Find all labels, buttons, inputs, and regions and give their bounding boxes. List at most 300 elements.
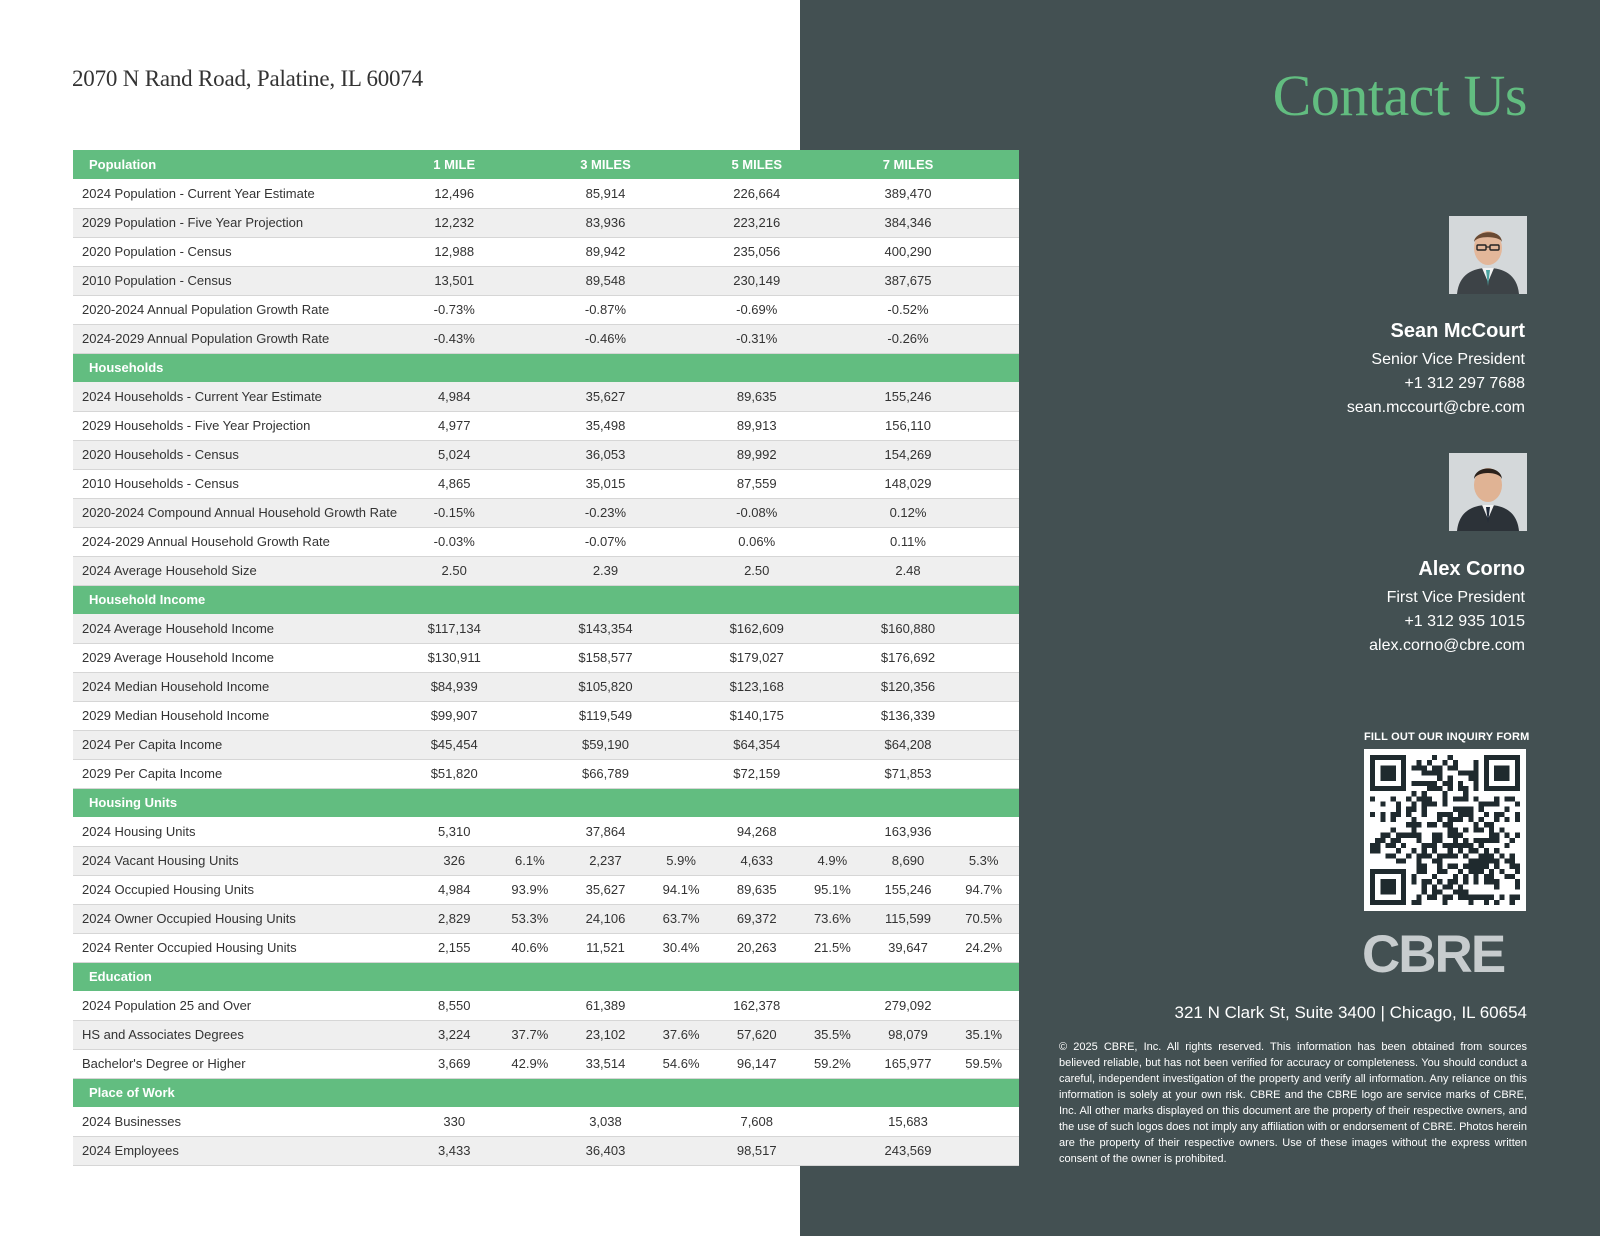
qr-module	[1437, 776, 1442, 781]
value-cell: 3,224	[414, 1020, 495, 1049]
value-cell: -0.08%	[716, 498, 797, 527]
percent-cell: 37.6%	[646, 1020, 717, 1049]
value-cell: $117,134	[414, 614, 495, 643]
qr-module	[1401, 879, 1406, 884]
section-header	[73, 962, 1019, 991]
qr-module	[1489, 822, 1494, 827]
table-row	[73, 411, 1019, 440]
qr-module	[1401, 776, 1406, 781]
qr-module	[1510, 900, 1515, 905]
qr-module	[1484, 776, 1489, 781]
qr-module	[1515, 760, 1520, 765]
contact-role: First Vice President	[1386, 589, 1525, 606]
qr-module	[1453, 874, 1458, 879]
value-cell: $84,939	[414, 672, 495, 701]
percent-cell: 94.7%	[948, 875, 1019, 904]
qr-module	[1448, 879, 1453, 884]
qr-module	[1448, 848, 1453, 853]
value-cell: 24,106	[565, 904, 646, 933]
qr-module	[1442, 781, 1447, 786]
percent-cell	[646, 498, 717, 527]
row-label: 2029 Median Household Income	[73, 701, 414, 730]
section-header-cell	[797, 1078, 868, 1107]
qr-module	[1473, 838, 1478, 843]
percent-cell	[797, 817, 868, 846]
qr-module	[1386, 771, 1391, 776]
qr-module	[1453, 838, 1458, 843]
percent-cell	[797, 266, 868, 295]
percent-cell	[948, 1107, 1019, 1136]
value-cell: 400,290	[868, 237, 949, 266]
qr-module	[1391, 817, 1396, 822]
qr-module	[1515, 817, 1520, 822]
section-header-cell	[495, 788, 566, 817]
value-cell: $66,789	[565, 759, 646, 788]
qr-module	[1453, 833, 1458, 838]
qr-module	[1473, 895, 1478, 900]
qr-module	[1396, 833, 1401, 838]
qr-module	[1504, 858, 1509, 863]
qr-module	[1401, 900, 1406, 905]
value-cell: 98,517	[716, 1136, 797, 1165]
qr-module	[1484, 771, 1489, 776]
percent-cell	[797, 759, 868, 788]
percent-cell	[797, 440, 868, 469]
qr-module	[1396, 848, 1401, 853]
percent-cell	[948, 556, 1019, 585]
qr-module	[1375, 838, 1380, 843]
qr-module	[1510, 895, 1515, 900]
qr-module	[1504, 776, 1509, 781]
section-header-cell	[948, 150, 1019, 179]
qr-module	[1479, 838, 1484, 843]
qr-module	[1370, 760, 1375, 765]
qr-module	[1484, 848, 1489, 853]
qr-module	[1473, 781, 1478, 786]
value-cell: -0.15%	[414, 498, 495, 527]
demographics-table	[73, 150, 1019, 1166]
section-header-cell	[414, 962, 495, 991]
percent-cell	[646, 556, 717, 585]
value-cell: $130,911	[414, 643, 495, 672]
qr-module	[1370, 786, 1375, 791]
percent-cell	[948, 179, 1019, 208]
percent-cell	[495, 556, 566, 585]
qr-module	[1396, 869, 1401, 874]
value-cell: 0.12%	[868, 498, 949, 527]
qr-module	[1515, 786, 1520, 791]
qr-module	[1494, 833, 1499, 838]
qr-module	[1432, 755, 1437, 760]
section-header-cell	[414, 353, 495, 382]
qr-module	[1489, 869, 1494, 874]
qr-module	[1463, 879, 1468, 884]
qr-module	[1437, 838, 1442, 843]
qr-module	[1437, 812, 1442, 817]
qr-module	[1386, 786, 1391, 791]
percent-cell	[797, 991, 868, 1020]
value-cell: 12,988	[414, 237, 495, 266]
value-cell: 35,015	[565, 469, 646, 498]
qr-module	[1401, 858, 1406, 863]
column-header: 7 MILES	[868, 150, 949, 179]
qr-module	[1448, 827, 1453, 832]
section-header-cell	[646, 585, 717, 614]
column-header: 5 MILES	[716, 150, 797, 179]
qr-module	[1515, 864, 1520, 869]
qr-module	[1380, 884, 1385, 889]
percent-cell: 42.9%	[495, 1049, 566, 1078]
qr-module	[1411, 807, 1416, 812]
qr-module	[1442, 812, 1447, 817]
qr-module	[1406, 796, 1411, 801]
qr-module	[1432, 895, 1437, 900]
qr-module	[1499, 776, 1504, 781]
percent-cell	[646, 730, 717, 759]
value-cell: 89,992	[716, 440, 797, 469]
qr-module	[1391, 889, 1396, 894]
qr-module	[1370, 874, 1375, 879]
section-title: Household Income	[73, 585, 414, 614]
qr-module	[1386, 879, 1391, 884]
table-row	[73, 1136, 1019, 1165]
qr-module	[1453, 889, 1458, 894]
qr-module	[1406, 853, 1411, 858]
qr-module	[1468, 900, 1473, 905]
percent-cell: 54.6%	[646, 1049, 717, 1078]
value-cell: 155,246	[868, 382, 949, 411]
percent-cell	[948, 991, 1019, 1020]
qr-module	[1468, 864, 1473, 869]
section-header	[73, 1078, 1019, 1107]
qr-module	[1468, 807, 1473, 812]
qr-module	[1458, 796, 1463, 801]
qr-module	[1489, 786, 1494, 791]
qr-module	[1479, 807, 1484, 812]
qr-module	[1515, 884, 1520, 889]
percent-cell	[797, 1107, 868, 1136]
section-header	[73, 150, 1019, 179]
qr-module	[1442, 760, 1447, 765]
percent-cell	[495, 208, 566, 237]
qr-module	[1510, 864, 1515, 869]
qr-module	[1417, 833, 1422, 838]
qr-module	[1515, 776, 1520, 781]
row-label: 2024 Renter Occupied Housing Units	[73, 933, 414, 962]
qr-module	[1380, 817, 1385, 822]
qr-module	[1401, 869, 1406, 874]
section-header-cell	[868, 962, 949, 991]
value-cell: 4,984	[414, 875, 495, 904]
value-cell: 61,389	[565, 991, 646, 1020]
qr-module	[1417, 858, 1422, 863]
qr-module	[1375, 786, 1380, 791]
value-cell: $120,356	[868, 672, 949, 701]
qr-module	[1499, 853, 1504, 858]
percent-cell: 37.7%	[495, 1020, 566, 1049]
percent-cell	[646, 527, 717, 556]
table-row	[73, 904, 1019, 933]
qr-module	[1442, 791, 1447, 796]
value-cell: 4,977	[414, 411, 495, 440]
table-row	[73, 875, 1019, 904]
percent-cell: 95.1%	[797, 875, 868, 904]
qr-module	[1386, 884, 1391, 889]
section-header-cell	[414, 585, 495, 614]
qr-module	[1380, 833, 1385, 838]
row-label: 2029 Households - Five Year Projection	[73, 411, 414, 440]
section-header-cell	[414, 788, 495, 817]
qr-module	[1406, 807, 1411, 812]
qr-module	[1479, 895, 1484, 900]
value-cell: 226,664	[716, 179, 797, 208]
qr-module	[1479, 858, 1484, 863]
qr-module	[1401, 760, 1406, 765]
value-cell: 20,263	[716, 933, 797, 962]
row-label: 2020 Households - Census	[73, 440, 414, 469]
qr-module	[1504, 796, 1509, 801]
percent-cell	[495, 672, 566, 701]
qr-module	[1422, 869, 1427, 874]
table-row	[73, 1107, 1019, 1136]
qr-module	[1417, 864, 1422, 869]
value-cell: 2,237	[565, 846, 646, 875]
qr-module	[1510, 796, 1515, 801]
table-row	[73, 672, 1019, 701]
qr-module	[1484, 765, 1489, 770]
qr-module	[1499, 869, 1504, 874]
percent-cell	[797, 701, 868, 730]
percent-cell	[646, 701, 717, 730]
row-label: 2024 Occupied Housing Units	[73, 875, 414, 904]
qr-module	[1468, 843, 1473, 848]
row-label: 2020 Population - Census	[73, 237, 414, 266]
qr-module	[1411, 791, 1416, 796]
qr-module	[1401, 755, 1406, 760]
qr-module	[1458, 869, 1463, 874]
qr-module	[1484, 781, 1489, 786]
section-header-cell	[948, 788, 1019, 817]
percent-cell	[495, 701, 566, 730]
qr-module	[1427, 843, 1432, 848]
qr-module	[1417, 781, 1422, 786]
value-cell: -0.73%	[414, 295, 495, 324]
qr-module	[1448, 765, 1453, 770]
qr-module	[1479, 869, 1484, 874]
qr-module	[1417, 853, 1422, 858]
qr-module	[1417, 760, 1422, 765]
value-cell: $176,692	[868, 643, 949, 672]
qr-module	[1453, 879, 1458, 884]
percent-cell	[948, 382, 1019, 411]
qr-module	[1473, 765, 1478, 770]
percent-cell	[495, 759, 566, 788]
section-header-cell	[868, 788, 949, 817]
qr-module	[1463, 771, 1468, 776]
qr-module	[1391, 838, 1396, 843]
section-header-cell	[495, 150, 566, 179]
qr-module	[1370, 848, 1375, 853]
qr-module	[1479, 853, 1484, 858]
value-cell: 156,110	[868, 411, 949, 440]
percent-cell	[646, 759, 717, 788]
contact-email[interactable]: alex.corno@cbre.com	[1369, 637, 1525, 654]
percent-cell	[495, 498, 566, 527]
qr-module	[1396, 900, 1401, 905]
qr-module	[1417, 895, 1422, 900]
qr-module	[1401, 884, 1406, 889]
qr-module	[1437, 786, 1442, 791]
qr-module	[1468, 771, 1473, 776]
qr-module	[1442, 796, 1447, 801]
section-header-cell	[646, 150, 717, 179]
qr-module	[1494, 812, 1499, 817]
qr-module	[1437, 833, 1442, 838]
qr-module	[1406, 822, 1411, 827]
section-header-cell	[565, 962, 646, 991]
qr-module	[1386, 843, 1391, 848]
contact-email[interactable]: sean.mccourt@cbre.com	[1346, 399, 1525, 416]
qr-module	[1453, 796, 1458, 801]
percent-cell	[495, 527, 566, 556]
percent-cell	[948, 411, 1019, 440]
qr-module	[1437, 864, 1442, 869]
value-cell: 389,470	[868, 179, 949, 208]
percent-cell	[948, 1136, 1019, 1165]
table-row	[73, 614, 1019, 643]
qr-module	[1453, 807, 1458, 812]
section-header-cell	[565, 1078, 646, 1107]
qr-module	[1458, 771, 1463, 776]
section-header-cell	[646, 353, 717, 382]
table-row	[73, 208, 1019, 237]
value-cell: $160,880	[868, 614, 949, 643]
qr-module	[1448, 895, 1453, 900]
percent-cell	[948, 730, 1019, 759]
qr-module	[1437, 879, 1442, 884]
qr-module	[1406, 833, 1411, 838]
section-title: Population	[73, 150, 414, 179]
property-address: 2070 N Rand Road, Palatine, IL 60074	[72, 66, 423, 91]
qr-module	[1458, 812, 1463, 817]
qr-module	[1422, 791, 1427, 796]
qr-module	[1411, 822, 1416, 827]
qr-module	[1468, 869, 1473, 874]
qr-module	[1473, 848, 1478, 853]
section-header-cell	[797, 150, 868, 179]
qr-module	[1479, 827, 1484, 832]
section-header-cell	[797, 788, 868, 817]
qr-module	[1463, 827, 1468, 832]
row-label: 2024 Average Household Income	[73, 614, 414, 643]
percent-cell: 30.4%	[646, 933, 717, 962]
qr-module	[1448, 812, 1453, 817]
value-cell: $64,208	[868, 730, 949, 759]
column-header: 1 MILE	[414, 150, 495, 179]
qr-code-icon	[1370, 755, 1520, 905]
inquiry-qr-code[interactable]	[1364, 749, 1526, 911]
qr-module	[1375, 900, 1380, 905]
alex-corno-photo	[1449, 453, 1527, 531]
qr-module	[1448, 786, 1453, 791]
qr-module	[1494, 900, 1499, 905]
qr-module	[1479, 864, 1484, 869]
qr-module	[1458, 781, 1463, 786]
qr-module	[1458, 889, 1463, 894]
qr-module	[1504, 874, 1509, 879]
row-label: 2029 Average Household Income	[73, 643, 414, 672]
qr-module	[1510, 755, 1515, 760]
column-header: 3 MILES	[565, 150, 646, 179]
value-cell: 7,608	[716, 1107, 797, 1136]
qr-module	[1473, 822, 1478, 827]
table-row	[73, 237, 1019, 266]
qr-module	[1391, 869, 1396, 874]
value-cell: 89,548	[565, 266, 646, 295]
qr-module	[1437, 858, 1442, 863]
percent-cell	[646, 991, 717, 1020]
qr-module	[1510, 874, 1515, 879]
qr-module	[1370, 879, 1375, 884]
value-cell: $162,609	[716, 614, 797, 643]
person-icon	[1449, 216, 1527, 294]
qr-module	[1484, 822, 1489, 827]
qr-module	[1448, 843, 1453, 848]
table-row	[73, 701, 1019, 730]
value-cell: 0.06%	[716, 527, 797, 556]
qr-module	[1448, 853, 1453, 858]
table-row	[73, 382, 1019, 411]
table-row	[73, 730, 1019, 759]
value-cell: 2.39	[565, 556, 646, 585]
percent-cell	[797, 179, 868, 208]
qr-module	[1406, 812, 1411, 817]
qr-module	[1411, 900, 1416, 905]
qr-module	[1489, 802, 1494, 807]
qr-module	[1417, 869, 1422, 874]
qr-module	[1417, 796, 1422, 801]
percent-cell	[495, 382, 566, 411]
value-cell: $59,190	[565, 730, 646, 759]
table-row	[73, 179, 1019, 208]
percent-cell	[646, 295, 717, 324]
table-row	[73, 1020, 1019, 1049]
value-cell: $119,549	[565, 701, 646, 730]
section-header	[73, 585, 1019, 614]
qr-module	[1442, 853, 1447, 858]
value-cell: 2.50	[414, 556, 495, 585]
qr-module	[1453, 827, 1458, 832]
qr-module	[1468, 817, 1473, 822]
qr-module	[1448, 833, 1453, 838]
value-cell: $179,027	[716, 643, 797, 672]
qr-module	[1391, 771, 1396, 776]
contact-phone[interactable]: +1 312 935 1015	[1404, 613, 1525, 630]
value-cell: 148,029	[868, 469, 949, 498]
value-cell: 57,620	[716, 1020, 797, 1049]
qr-module	[1473, 771, 1478, 776]
qr-module	[1427, 796, 1432, 801]
qr-module	[1473, 869, 1478, 874]
qr-module	[1401, 874, 1406, 879]
qr-module	[1499, 755, 1504, 760]
table-row	[73, 556, 1019, 585]
value-cell: 11,521	[565, 933, 646, 962]
qr-module	[1468, 895, 1473, 900]
qr-module	[1401, 771, 1406, 776]
value-cell: 96,147	[716, 1049, 797, 1078]
contact-phone[interactable]: +1 312 297 7688	[1404, 375, 1525, 392]
